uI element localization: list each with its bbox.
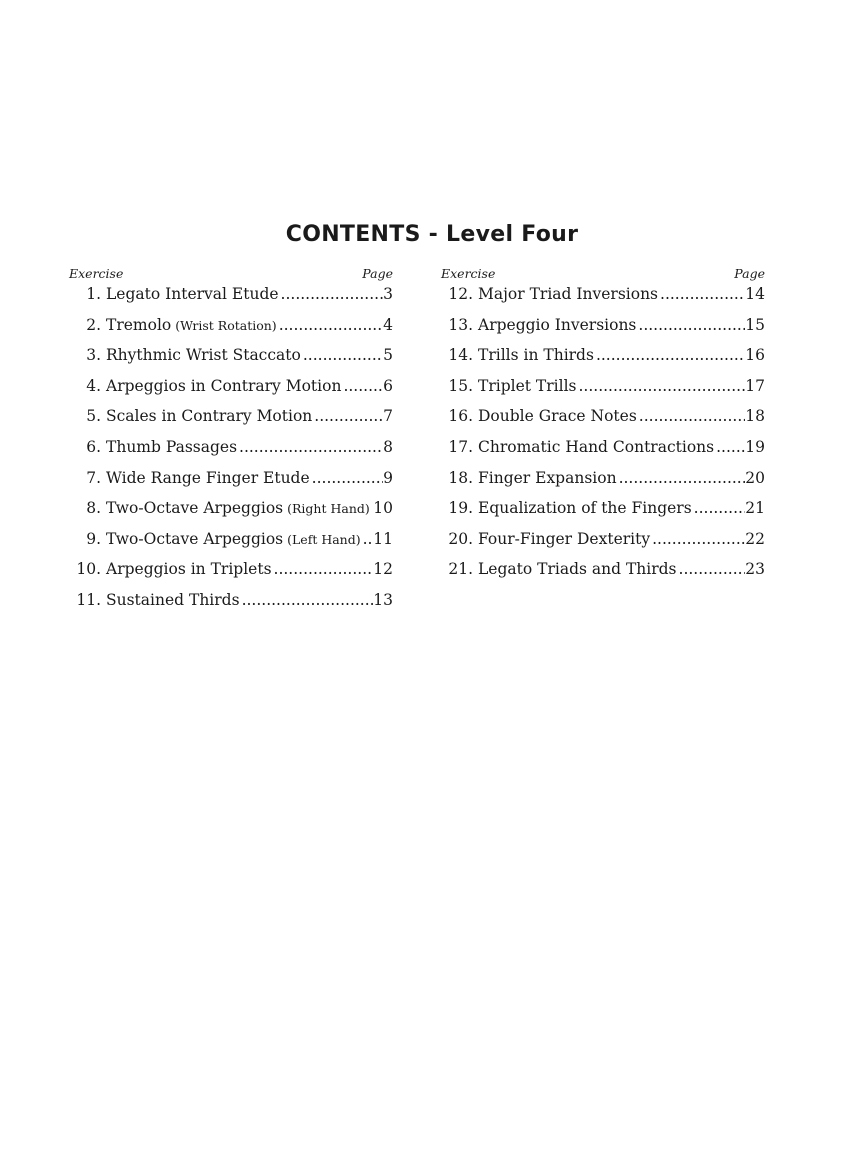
toc-entry-number: 2. — [86, 315, 101, 334]
dot-leader — [242, 588, 374, 612]
toc-entry-title: Sustained Thirds — [106, 590, 240, 609]
toc-entry-number: 11. — [76, 590, 101, 609]
toc-entry-title: Thumb Passages — [106, 437, 238, 456]
toc-entry — [69, 343, 393, 374]
toc-entry-title: Two-Octave Arpeggios — [106, 529, 284, 548]
exercise-header-label: Exercise — [69, 266, 124, 281]
page-header-label: Page — [734, 266, 765, 281]
toc-entry-page: 22 — [745, 529, 765, 548]
page-title: CONTENTS - Level Four — [285, 222, 579, 247]
toc-column-right — [441, 265, 765, 588]
toc-entry — [441, 404, 765, 435]
toc-entry-page: 9 — [383, 468, 393, 487]
toc-entry-title: Finger Expansion — [478, 468, 617, 487]
toc-entry-number: 12. — [448, 285, 473, 303]
dot-leader — [372, 496, 374, 520]
toc-entry — [441, 282, 765, 313]
toc-entry-page: 5 — [383, 346, 393, 365]
toc-entry-note: (Left Hand) — [287, 531, 361, 547]
toc-entry-number: 21. — [448, 560, 473, 579]
dot-leader — [314, 404, 383, 428]
toc-entry-number: 9. — [86, 529, 101, 548]
toc-entry — [69, 435, 393, 466]
toc-entry-title: Four-Finger Dexterity — [478, 529, 651, 548]
toc-entry-title: Arpeggio Inversions — [478, 315, 637, 334]
dot-leader — [652, 527, 745, 551]
toc-entry — [69, 374, 393, 405]
toc-entry-title: Double Grace Notes — [478, 407, 637, 426]
dot-leader — [639, 404, 745, 428]
toc-entry-title: Two-Octave Arpeggios — [106, 499, 284, 518]
toc-entry — [69, 313, 393, 344]
toc-entry-page: 7 — [383, 407, 393, 426]
toc-entry-page: 6 — [383, 376, 393, 395]
toc-entry-note: (Wrist Rotation) — [175, 317, 277, 333]
toc-entry-number: 5. — [86, 407, 101, 426]
toc-entry-title: Arpeggios in Triplets — [106, 560, 272, 579]
toc-entry-number: 19. — [448, 499, 473, 518]
toc-entry-title: Legato Triads and Thirds — [478, 560, 677, 579]
toc-entry-page: 13 — [373, 590, 393, 609]
toc-entry-page: 20 — [745, 468, 765, 487]
toc-entry-page: 23 — [745, 560, 765, 579]
toc-entry-title: Chromatic Hand Contractions — [478, 437, 715, 456]
dot-leader — [579, 374, 746, 398]
toc-entry-number: 16. — [448, 407, 473, 426]
toc-entry-number: 4. — [86, 376, 101, 395]
toc-entry-page: 12 — [373, 560, 393, 579]
toc-entry-note: (Right Hand) — [287, 501, 370, 517]
dot-leader — [274, 557, 374, 581]
toc-entry-title: Scales in Contrary Motion — [106, 407, 313, 426]
toc-entry-page: 15 — [745, 315, 765, 334]
toc-entry — [441, 435, 765, 466]
dot-leader — [312, 466, 383, 490]
toc-entry-number: 13. — [448, 315, 473, 334]
toc-entry-number: 7. — [86, 468, 101, 487]
toc-entry-page: 8 — [383, 437, 393, 456]
toc-entry-page: 4 — [383, 315, 393, 334]
toc-entry-number: 6. — [86, 437, 101, 456]
toc-entry-title: Tremolo — [106, 315, 172, 334]
toc-entry — [441, 527, 765, 558]
toc-entry-title: Legato Interval Etude — [106, 285, 279, 303]
dot-leader — [694, 496, 746, 520]
dot-leader — [279, 313, 383, 337]
toc-entry-page: 16 — [745, 346, 765, 365]
toc-entry — [69, 466, 393, 497]
toc-entry — [441, 313, 765, 344]
toc-list-left — [69, 282, 393, 619]
exercise-header-label: Exercise — [441, 266, 496, 281]
toc-entry-page: 10 — [373, 499, 393, 518]
toc-entry — [69, 588, 393, 619]
toc-column-left — [69, 265, 393, 619]
toc-entry-title: Triplet Trills — [478, 376, 577, 395]
dot-leader — [660, 282, 745, 306]
dot-leader — [619, 466, 746, 490]
toc-entry — [441, 496, 765, 527]
toc-entry-number: 17. — [448, 437, 473, 456]
toc-entry-title: Arpeggios in Contrary Motion — [106, 376, 342, 395]
toc-entry — [441, 343, 765, 374]
toc-entry-number: 18. — [448, 468, 473, 487]
toc-entry — [69, 282, 393, 313]
toc-entry-number: 8. — [86, 499, 101, 518]
toc-entry-page: 17 — [745, 376, 765, 395]
dot-leader — [638, 313, 745, 337]
toc-entry-page: 19 — [745, 437, 765, 456]
toc-entry — [441, 466, 765, 497]
toc-entry-title: Equalization of the Fingers — [478, 499, 692, 518]
page-header-label: Page — [362, 266, 393, 281]
dot-leader — [239, 435, 383, 459]
toc-entry-number: 1. — [86, 285, 101, 303]
dot-leader — [363, 527, 374, 551]
column-header — [69, 265, 393, 282]
toc-entry-title: Major Triad Inversions — [478, 285, 659, 303]
toc-entry-page: 14 — [745, 285, 765, 303]
toc-entry — [69, 496, 393, 527]
dot-leader — [679, 557, 746, 581]
toc-entry — [441, 557, 765, 588]
dot-leader — [281, 282, 384, 306]
toc-entry-number: 14. — [448, 346, 473, 365]
toc-entry-page: 21 — [745, 499, 765, 518]
column-header — [441, 265, 765, 282]
toc-list-right — [441, 282, 765, 588]
toc-entry-page: 18 — [745, 407, 765, 426]
toc-entry-number: 20. — [448, 529, 473, 548]
toc-entry-title: Rhythmic Wrist Staccato — [106, 346, 301, 365]
toc-entry-number: 10. — [76, 560, 101, 579]
toc-entry-title: Trills in Thirds — [478, 346, 594, 365]
dot-leader — [716, 435, 745, 459]
toc-entry — [69, 527, 393, 558]
toc-entry — [441, 374, 765, 405]
dot-leader — [596, 343, 745, 367]
toc-entry — [69, 404, 393, 435]
toc-entry-page: 3 — [383, 285, 393, 303]
dot-leader — [343, 374, 383, 398]
dot-leader — [303, 343, 383, 367]
toc-entry-number: 15. — [448, 376, 473, 395]
toc-entry — [69, 557, 393, 588]
toc-entry-number: 3. — [86, 346, 101, 365]
toc-entry-page: 11 — [373, 529, 393, 548]
toc-entry-title: Wide Range Finger Etude — [106, 468, 310, 487]
